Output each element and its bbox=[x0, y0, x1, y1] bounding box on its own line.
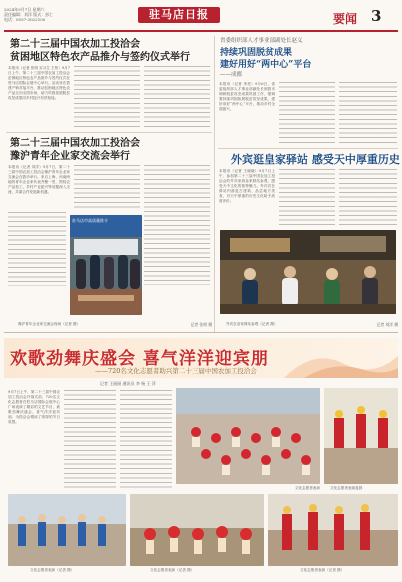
article4-text-col2 bbox=[279, 169, 335, 227]
photo-bottom-1-image bbox=[8, 494, 126, 566]
article3-text-col2 bbox=[74, 165, 140, 211]
photo-exchange-meeting bbox=[70, 215, 142, 315]
photo-volunteers-small-image bbox=[324, 388, 398, 484]
article3-text-col1b bbox=[8, 212, 66, 286]
header-date: 2024年9月7日 星期六 bbox=[4, 7, 45, 12]
photo-left-credit: 记者 张明 摄 bbox=[190, 322, 212, 327]
article2-text-col3 bbox=[339, 82, 397, 144]
column-divider bbox=[214, 36, 215, 332]
article1-title-line1: 第二十三届中国农加工投洽会 bbox=[10, 39, 140, 50]
photo-bottom-1-caption: 文化志愿者表演（记者 摄） bbox=[30, 568, 75, 572]
article5-text-col2 bbox=[64, 390, 116, 490]
divider-banner-top bbox=[4, 332, 398, 333]
article4-text-col3 bbox=[339, 169, 397, 227]
article5-text-col3 bbox=[120, 390, 172, 490]
article3-title-line1: 第二十三届中国农加工投洽会 bbox=[10, 138, 140, 149]
article3-body-col1: 本报讯（记者 刘洋）9月7日，第二十三届中国农加工投洽会豫沪青年企业家交流会在我市举行。来自上海、河南两地的青年企业家代表齐聚一堂，围绕农产品加工、乡村产业振兴等话题深入交流，共谋合作发展新机遇。 bbox=[8, 165, 70, 194]
photo-volunteers-large-image bbox=[176, 388, 320, 484]
photo-foreign-guests bbox=[220, 230, 396, 314]
article1-text-col3 bbox=[144, 66, 210, 128]
banner-subtitle: ——720名文化志愿者助兴第二十三届中国农加工投洽会 bbox=[95, 367, 257, 375]
photo-bottom-2 bbox=[130, 494, 264, 566]
photo-left-caption: 豫沪青年企业家交流会现场（记者 摄） bbox=[18, 322, 81, 326]
photo-volunteers-large bbox=[176, 388, 320, 484]
photo-large-caption: 文化志愿者表演 bbox=[294, 486, 320, 490]
article1-body-col1 bbox=[8, 66, 70, 128]
article5-body-col1: 9月7日上午，第二十三届中国农加工投洽会开幕式前，720名文化志愿者在驻马店国际会展中心广场表演了精彩的文艺节目，欢歌劲舞庆盛会，喜气洋洋迎宾朋，为投洽会增添了浓厚的节日氛围。 bbox=[8, 390, 60, 424]
photo-right-caption: 外宾在皇家驿站参观（记者 摄） bbox=[226, 322, 278, 326]
header-meta bbox=[4, 7, 74, 22]
divider-left-1 bbox=[6, 132, 212, 133]
photo-bottom-2-caption: 文化志愿者表演（记者 摄） bbox=[150, 568, 195, 572]
page-number: 3 bbox=[371, 7, 382, 25]
article1-title-line2: 贫困地区特色农产品推介与签约仪式举行 bbox=[10, 52, 190, 63]
photo-bottom-3-image bbox=[268, 494, 398, 566]
article2-body-col1: 本报讯（记者 李亮）9月6日，省委组织部人才事业部副处长到我市调研脱贫攻坚成果巩固工作，强调要持续巩固拓展脱贫攻坚成果，建好用好“两中心”平台，推动乡村全面振兴。 bbox=[219, 82, 275, 111]
article2-text-col2 bbox=[279, 82, 335, 144]
photo-bottom-3-caption: 文化志愿者表演（记者 摄） bbox=[300, 568, 345, 572]
header-phone: 电话：0557-3022100 bbox=[4, 17, 46, 22]
section-label: 要闻 bbox=[333, 12, 358, 26]
header-rule bbox=[4, 30, 398, 32]
photo-volunteers-small bbox=[324, 388, 398, 484]
article3-title-line2: 豫沪青年企业家交流会举行 bbox=[10, 151, 130, 162]
photo-sign-text: 驻马店市高质量推介 bbox=[72, 218, 108, 223]
header-editor: 责任编辑：刘洋 版式：彭仁 bbox=[4, 12, 54, 17]
photo-bottom-3 bbox=[268, 494, 398, 566]
article4-body-col1: 本报讯（记者 王晓晓）9月7日上午，参加第二十三届中国农加工投洽会的外宾来到皇家驿站参观，感受天中文化的独特魅力。外宾们在驿站内游览古建筑、品尝地方美食，对天中厚重的历史文化给予高度评价。 bbox=[219, 169, 275, 203]
photo-small-caption: 文化志愿者表演盘鼓 bbox=[330, 486, 363, 490]
divider-right-1 bbox=[218, 148, 398, 149]
article2-kicker: 省委组织部人才事业部副处长赵义 bbox=[220, 38, 303, 44]
banner-title: 欢歌劲舞庆盛会 喜气洋洋迎宾朋 bbox=[10, 349, 269, 369]
article1-body: 9月7日上午，第二十三届中国农加工投洽会贫困地区特色农产品推介与签约仪式在驻马店国际会展中心举行。活动旨在搭建产销对接平台，推动贫困地区特色农产品走向全国市场，助力巩固拓展脱贫攻坚成果同乡村振兴有效衔接。 bbox=[8, 66, 70, 100]
article5-byline: 记者 王丽丽 通讯员 李 杨 王 萍 bbox=[100, 381, 156, 386]
article2-title-line1: 持续巩固脱贫成果 bbox=[220, 48, 293, 58]
article4-title: 外宾逛皇家驿站 感受天中厚重历史 bbox=[231, 153, 400, 166]
article3-text-col3 bbox=[144, 165, 210, 285]
article1-text-col2 bbox=[74, 66, 140, 128]
newspaper-logo: 驻马店日报 bbox=[138, 7, 220, 23]
article1-byline: 本报讯（记者 张明 实习生 王彤） bbox=[8, 66, 62, 70]
photo-foreign-guests-image bbox=[220, 230, 396, 314]
photo-bottom-1 bbox=[8, 494, 126, 566]
photo-right-credit: 记者 刘洋 摄 bbox=[376, 322, 398, 327]
photo-exchange-meeting-image bbox=[70, 215, 142, 315]
photo-bottom-2-image bbox=[130, 494, 264, 566]
article2-title-line2: 建好用好“两中心”平台 bbox=[220, 60, 312, 70]
article2-subtitle: ——成都 bbox=[220, 72, 243, 78]
